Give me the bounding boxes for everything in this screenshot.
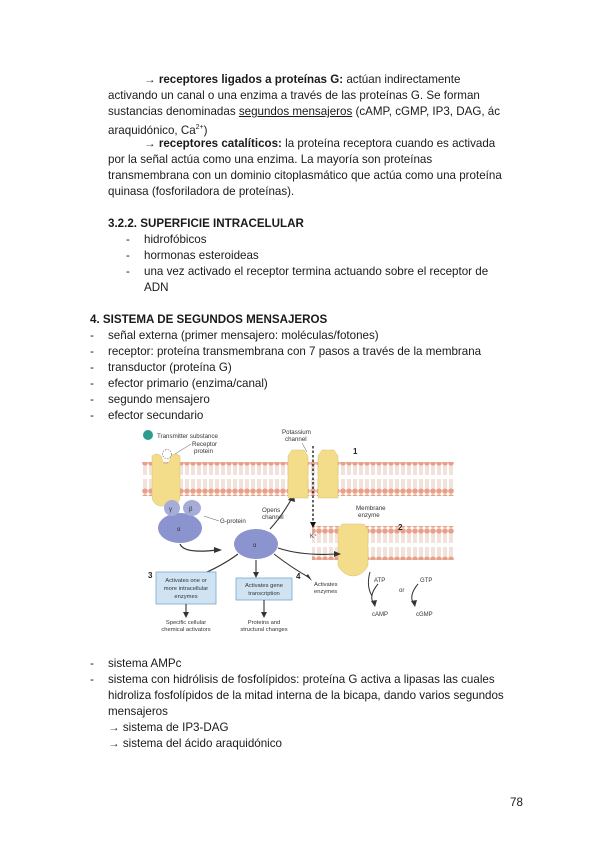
- list-item-cont: mensajeros: [108, 705, 168, 718]
- potassium-channel-left: [288, 450, 308, 498]
- list-item-cont: ADN: [144, 281, 169, 294]
- bullet-dash: -: [90, 361, 94, 374]
- text: araquidónico, Ca: [108, 123, 196, 137]
- receptor-label-2: protein: [194, 448, 213, 455]
- gtp-label: GTP: [420, 578, 433, 584]
- step-3-number: 3: [148, 571, 153, 580]
- transmitter-label: Transmitter substance: [157, 433, 218, 440]
- arrow: →: [144, 137, 156, 150]
- transmitter-molecule: [143, 430, 153, 440]
- specific-activators-line1: Specific cellular: [165, 620, 207, 626]
- gamma-label: γ: [169, 507, 172, 513]
- proteins-line2: structural changes: [240, 627, 288, 633]
- list-item: transductor (proteína G): [108, 361, 232, 374]
- receptor-protein: [152, 454, 180, 506]
- box3-line2: more intracellular: [163, 586, 209, 592]
- activates-enzymes-line1: Activates: [314, 582, 338, 588]
- step-2-number: 2: [398, 523, 403, 532]
- membrane-enzyme-label-2: enzyme: [358, 512, 380, 519]
- potassium-label: Potassium: [282, 429, 311, 436]
- potassium-channel-right: [318, 450, 338, 498]
- list-item: hidrofóbicos: [144, 233, 207, 246]
- bullet-dash: -: [126, 233, 130, 246]
- colon: :: [339, 73, 344, 86]
- catalytic-receptors-line1: [144, 136, 495, 152]
- bullet-dash: -: [90, 673, 94, 686]
- arrow: →: [144, 73, 156, 86]
- membrane-enzyme: [338, 524, 368, 576]
- k-ion-label: K⁺: [310, 534, 318, 540]
- text: sustancias denominadas: [108, 105, 239, 118]
- sub-item-arachidonic: → sistema del ácido araquidónico: [108, 737, 283, 750]
- list-item: hormonas esteroideas: [144, 249, 259, 262]
- list-item: receptor: proteína transmembrana con 7 pasos a través de la membrana: [108, 345, 482, 358]
- catalytic-line3: transmembrana con un dominio citoplasmático que actúa como una proteína: [108, 169, 502, 182]
- proteins-line1: Proteins and: [247, 620, 281, 626]
- binding-site: [163, 450, 172, 459]
- catalytic-receptors-title: receptores catalíticos:: [158, 137, 282, 150]
- g-protein-gamma: [164, 500, 180, 516]
- second-messengers-term: segundos mensajeros: [238, 105, 353, 118]
- box4-line1: Activates gene: [244, 583, 284, 589]
- specific-activators-line2: chemical activators: [161, 627, 211, 633]
- text: ): [203, 123, 208, 137]
- list-item: sistema AMPc: [108, 657, 182, 670]
- membrane-enzyme-label: Membrane: [356, 505, 386, 512]
- opens-channel-label-2: channel: [262, 514, 284, 521]
- g-receptors-line3: [108, 104, 500, 120]
- bullet-dash: -: [90, 329, 94, 342]
- step-1-number: 1: [353, 447, 358, 456]
- section-4-heading: 4. SISTEMA DE SEGUNDOS MENSAJEROS: [90, 313, 328, 326]
- bullet-dash: -: [90, 393, 94, 406]
- g-receptors-title: receptores ligados a proteínas G: [158, 73, 340, 86]
- list-item: efector secundario: [108, 409, 204, 422]
- text: (cAMP, cGMP, IP3, DAG, ác: [352, 105, 501, 118]
- alpha-label: α: [177, 527, 181, 533]
- bullet-dash: -: [90, 657, 94, 670]
- bullet-dash: -: [90, 409, 94, 422]
- list-item: sistema con hidrólisis de fosfolípidos: proteína G activa a lipasas las cuales: [108, 673, 495, 686]
- cgmp-label: cGMP: [416, 612, 433, 618]
- g-receptors-line1: [144, 72, 460, 88]
- opens-channel-label: Opens: [262, 507, 281, 514]
- catalytic-line2: por la señal actúa como una enzima. La mayoría son proteínas: [108, 153, 433, 166]
- list-item: segundo mensajero: [108, 393, 210, 406]
- sub-item-ip3-dag: → sistema de IP3-DAG: [108, 721, 229, 734]
- box3-line1: Activates one or: [165, 578, 207, 584]
- camp-label: cAMP: [372, 612, 389, 618]
- activation-arrow: [180, 544, 217, 551]
- or-label: or: [399, 588, 405, 594]
- bullet-dash: -: [90, 345, 94, 358]
- list-item: señal externa (primer mensajero: moléculas/fotones): [108, 329, 379, 342]
- activates-enzymes-line2: enzymes: [314, 589, 338, 595]
- list-item: una vez activado el receptor termina actuando sobre el receptor de: [144, 265, 489, 278]
- superscript: 2+: [195, 124, 204, 131]
- potassium-label-2: channel: [285, 436, 307, 443]
- g-receptors-line2: activando un canal o una enzima a través de las proteínas G. Se forman: [108, 89, 480, 102]
- beta-label: β: [189, 507, 193, 513]
- bullet-dash: -: [126, 265, 130, 278]
- bullet-dash: -: [90, 377, 94, 390]
- box3-line3: enzymes: [174, 594, 198, 600]
- alpha-label-2: α: [253, 543, 257, 549]
- section-322-heading: 3.2.2. SUPERFICIE INTRACELULAR: [108, 217, 304, 230]
- catalytic-line4: quinasa (fosforiladora de proteínas).: [108, 185, 295, 198]
- lower-membrane: [312, 526, 454, 560]
- list-item: efector primario (enzima/canal): [108, 377, 268, 390]
- list-item-cont: hidroliza fosfolípidos de la mitad interna de la bicapa, dando varios segundos: [108, 689, 504, 702]
- bullet-dash: -: [126, 249, 130, 262]
- g-receptors-text: actúan indirectamente: [346, 73, 461, 86]
- second-messenger-diagram: [142, 426, 454, 638]
- step-4-number: 4: [296, 572, 301, 581]
- box4-line2: transcription: [248, 591, 280, 597]
- page-number: 78: [510, 796, 523, 809]
- g-protein-label: G-protein: [220, 518, 246, 525]
- catalytic-text: la proteína receptora cuando es activada: [285, 137, 496, 150]
- receptor-label: Receptor: [192, 441, 218, 448]
- atp-label: ATP: [374, 578, 386, 584]
